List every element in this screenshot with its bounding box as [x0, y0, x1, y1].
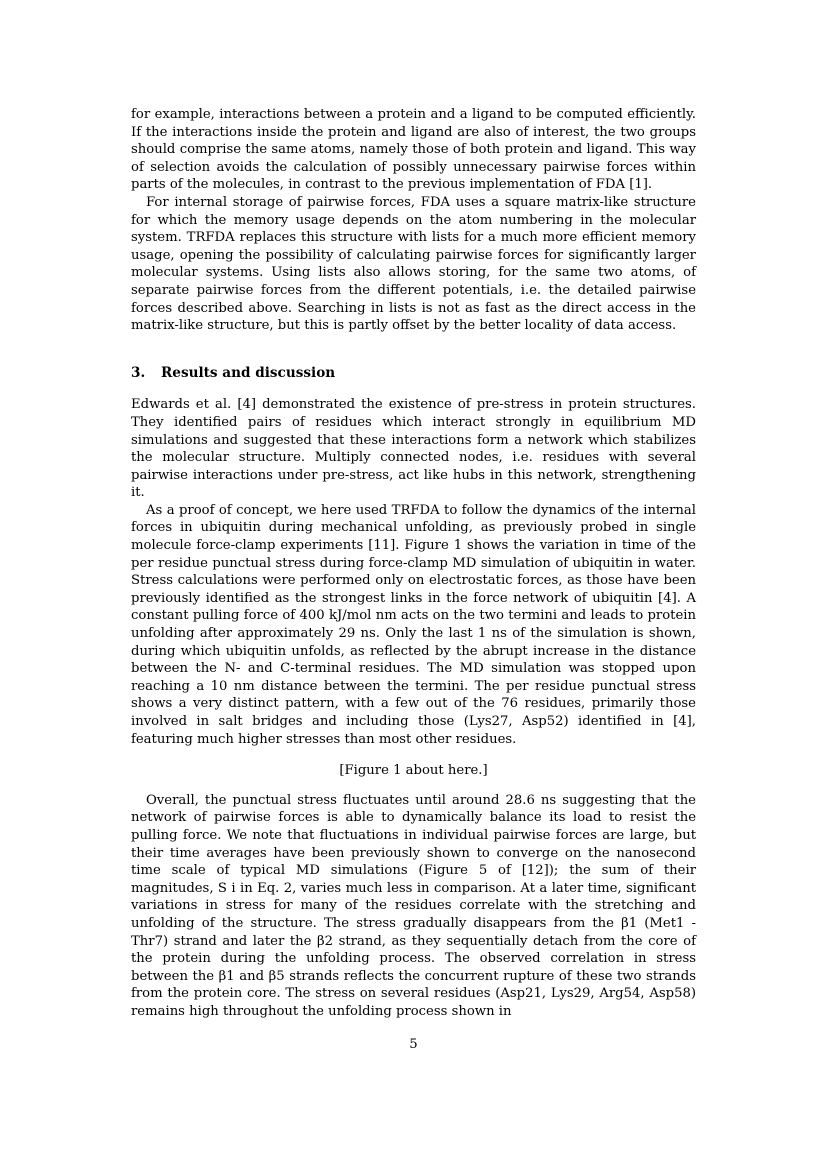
section-title: Results and discussion — [161, 364, 336, 381]
figure-placeholder: [Figure 1 about here.] — [339, 763, 488, 779]
section-heading — [131, 365, 696, 383]
paragraph-overall: Overall, the punctual stress fluctuates until around 28.6 ns suggesting that the network of pairwise forces is able to dynamically balance its load to resist the pulling force. We note that fluctuations in individual pairwise forces are large, but their time averages have been previously shown to converge on the nanosecond time scale of typical MD simulations (Figure 5 of [12]); the sum of their magnitudes, S i in Eq. 2, varies much less in comparison. At a later time, significant variations in stress for many of the residues correlate with the stretching and unfolding of the structure. The stress gradually disappears from the β1 (Met1 - Thr7) strand and later the β2 strand, as they sequentially detach from the core of the protein during the unfolding process. The observed correlation in stress between the β1 and β5 strands reflects the concurrent rupture of these two strands from the protein core. The stress on several residues (Asp21, Lys29, Arg54, Asp58) remains high throughout the unfolding process shown in — [131, 792, 696, 1019]
page-body — [131, 106, 696, 1021]
section-number: 3. — [131, 364, 146, 381]
paragraph-proof-of-concept: As a proof of concept, we here used TRFDA to follow the dynamics of the internal forces in ubiquitin during mechanical unfolding, as previously probed in single molecule force-clamp experiments [11]. Figure 1 shows the variation in time of the per residue punctual stress during force-clamp MD simulation of ubiquitin in water. Stress calculations were performed only on electrostatic forces, as those have been previously identified as the strongest links in the force network of ubiquitin [4]. A constant pulling force of 400 kJ/mol nm acts on the two termini and leads to protein unfolding after approximately 29 ns. Only the last 1 ns of the simulation is shown, during which ubiquitin unfolds, as reflected by the abrupt increase in the distance between the N- and C-terminal residues. The MD simulation was stopped upon reaching a 10 nm distance between the termini. The per residue punctual stress shows a very distinct pattern, with a few out of the 76 residues, primarily those involved in salt bridges and including those (Lys27, Asp52) identified in [4], featuring much higher stresses than most other residues. — [131, 502, 696, 747]
paragraph-edwards: Edwards et al. [4] demonstrated the existence of pre-stress in protein structures. They identified pairs of residues which interact strongly in equilibrium MD simulations and suggested that these interactions form a network which stabilizes the molecular structure. Multiply connected nodes, i.e. residues with several pairwise interactions under pre-stress, act like hubs in this network, strengthening it. — [131, 397, 696, 501]
paragraph-internal-storage: For internal storage of pairwise forces, FDA uses a square matrix-like structure for which the memory usage depends on the atom numbering in the molecular system. TRFDA replaces this structure with lists for a much more efficient memory usage, opening the possibility of calculating pairwise forces for significantly larger molecular systems. Using lists also allows storing, for the same two atoms, of separate pairwise forces from the different potentials, i.e. the detailed pairwise forces described above. Searching in lists is not as fast as the direct access in the matrix-like structure, but this is partly offset by the better locality of data access. — [131, 194, 696, 334]
paragraph-fda-selection: for example, interactions between a protein and a ligand to be computed efficiently. If the interactions inside the protein and ligand are also of interest, the two groups should comprise the same atoms, namely those of both protein and ligand. This way of selection avoids the calculation of possibly unnecessary pairwise forces within parts of the molecules, in contrast to the previous implementation of FDA [1]. — [131, 107, 696, 193]
page-number: 5 — [409, 1037, 418, 1052]
